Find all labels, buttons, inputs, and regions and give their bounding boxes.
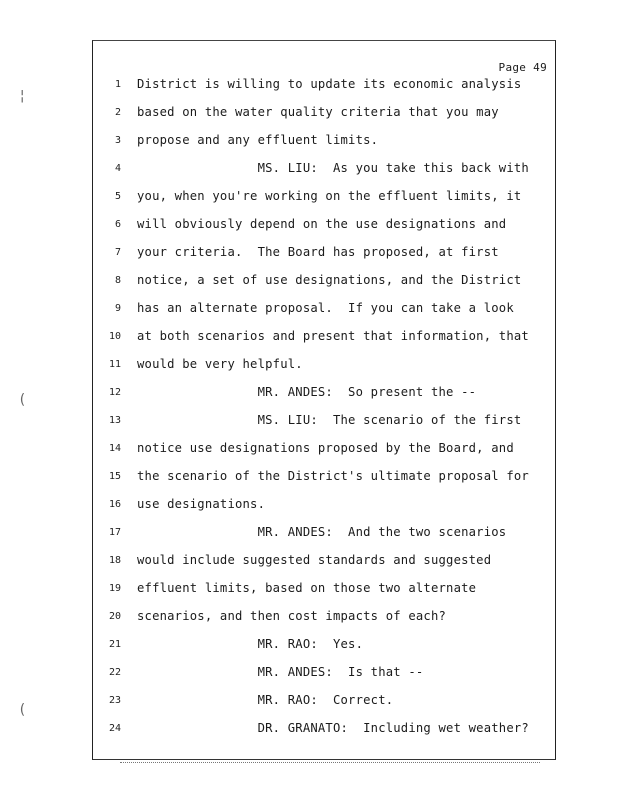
line-text: MS. LIU: As you take this back with	[137, 161, 529, 175]
line-number: 23	[108, 695, 121, 706]
line-number: 2	[114, 107, 121, 118]
bottom-edge-smudge	[120, 762, 540, 765]
line-number: 15	[108, 471, 121, 482]
margin-mark: ¦	[18, 88, 27, 104]
line-number: 19	[108, 583, 121, 594]
line-text: scenarios, and then cost impacts of each?	[137, 609, 447, 623]
transcript-line	[93, 411, 563, 431]
line-text: based on the water quality criteria that you may	[137, 105, 499, 119]
page-number: Page 49	[498, 61, 547, 74]
margin-mark: (	[18, 702, 27, 718]
line-text: MR. ANDES: Is that --	[137, 665, 424, 679]
line-text: DR. GRANATO: Including wet weather?	[137, 721, 529, 735]
line-text: the scenario of the District's ultimate proposal for	[137, 469, 529, 483]
line-text: notice use designations proposed by the Board, and	[137, 441, 514, 455]
transcript-line	[93, 439, 563, 459]
transcript-line	[93, 103, 563, 123]
line-text: would include suggested standards and suggested	[137, 553, 492, 567]
line-number: 4	[114, 163, 121, 174]
line-number: 17	[108, 527, 121, 538]
line-text: use designations.	[137, 497, 266, 511]
line-number: 13	[108, 415, 121, 426]
line-text: propose and any effluent limits.	[137, 133, 379, 147]
transcript-line	[93, 719, 563, 739]
line-number: 24	[108, 723, 121, 734]
line-text: at both scenarios and present that information, that	[137, 329, 529, 343]
transcript-line	[93, 187, 563, 207]
margin-mark: (	[18, 392, 27, 408]
transcript-line	[93, 271, 563, 291]
line-number: 12	[108, 387, 121, 398]
transcript-line	[93, 215, 563, 235]
line-text: MS. LIU: The scenario of the first	[137, 413, 522, 427]
line-text: MR. RAO: Yes.	[137, 637, 364, 651]
line-number: 10	[108, 331, 121, 342]
transcript-page	[92, 40, 556, 760]
transcript-line	[93, 75, 563, 95]
line-number: 14	[108, 443, 121, 454]
transcript-line	[93, 663, 563, 683]
transcript-line	[93, 383, 563, 403]
line-text: District is willing to update its economic analysis	[137, 77, 522, 91]
line-number: 8	[114, 275, 121, 286]
line-text: effluent limits, based on those two alternate	[137, 581, 477, 595]
line-text: notice, a set of use designations, and the District	[137, 273, 522, 287]
line-text: has an alternate proposal. If you can take a look	[137, 301, 514, 315]
line-number: 6	[114, 219, 121, 230]
line-text: would be very helpful.	[137, 357, 303, 371]
line-text: MR. RAO: Correct.	[137, 693, 394, 707]
line-number: 18	[108, 555, 121, 566]
transcript-line	[93, 607, 563, 627]
line-number: 20	[108, 611, 121, 622]
line-number: 22	[108, 667, 121, 678]
line-text: will obviously depend on the use designations and	[137, 217, 507, 231]
line-number: 11	[108, 359, 121, 370]
line-number: 7	[114, 247, 121, 258]
transcript-line	[93, 355, 563, 375]
transcript-line	[93, 551, 563, 571]
line-text: you, when you're working on the effluent limits, it	[137, 189, 522, 203]
line-number: 5	[114, 191, 121, 202]
transcript-line	[93, 691, 563, 711]
transcript-line	[93, 579, 563, 599]
line-number: 9	[114, 303, 121, 314]
transcript-line	[93, 495, 563, 515]
transcript-line	[93, 131, 563, 151]
line-number: 3	[114, 135, 121, 146]
transcript-line	[93, 635, 563, 655]
line-number: 21	[108, 639, 121, 650]
transcript-line	[93, 299, 563, 319]
transcript-line	[93, 467, 563, 487]
transcript-line	[93, 327, 563, 347]
line-text: MR. ANDES: So present the --	[137, 385, 477, 399]
line-number: 16	[108, 499, 121, 510]
line-number: 1	[114, 79, 121, 90]
line-text: MR. ANDES: And the two scenarios	[137, 525, 507, 539]
transcript-line	[93, 159, 563, 179]
transcript-line	[93, 243, 563, 263]
line-text: your criteria. The Board has proposed, at first	[137, 245, 499, 259]
transcript-line	[93, 523, 563, 543]
